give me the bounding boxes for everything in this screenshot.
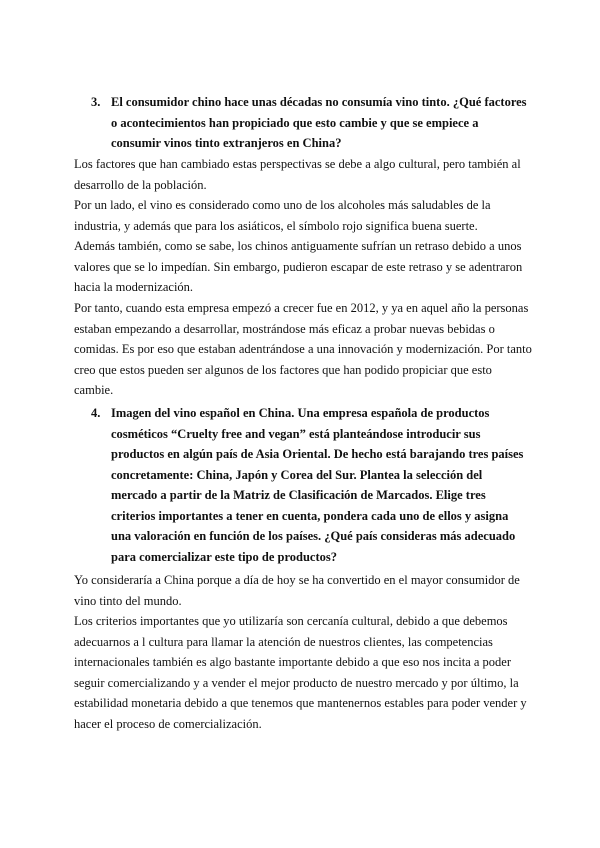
question-3 — [91, 92, 531, 154]
answer-paragraph: Los factores que han cambiado estas perspectivas se debe a algo cultural, pero también al desarrollo de la población. — [74, 157, 521, 192]
question-number: 3. — [91, 95, 101, 109]
question-text: El consumidor chino hace unas décadas no consumía vino tinto. ¿Qué factores o acontecimientos han propiciado que esto cambie y que se empiece a consumir vinos tinto extranjeros en China? — [111, 95, 527, 150]
answer-paragraph: Por un lado, el vino es considerado como uno de los alcoholes más saludables de la industria, y además que para los asiáticos, el símbolo rojo significa buena suerte. — [74, 198, 491, 233]
question-4 — [91, 403, 531, 567]
answer-paragraph: Yo consideraría a China porque a día de hoy se ha convertido en el mayor consumidor de vino tinto del mundo. — [74, 573, 520, 608]
answer-paragraph: Además también, como se sabe, los chinos antiguamente sufrían un retraso debido a unos valores que se lo impedían. Sin embargo, pudieron escapar de este retraso y se adentraron hacia la modernización. — [74, 239, 523, 294]
question-text: Imagen del vino español en China. Una empresa española de productos cosméticos “Cruelty free and vegan” está planteándose introducir sus productos en algún país de Asia Oriental. De hecho está barajando tres países concretamente: China, Japón y Corea del Sur. Plantea la selección del mercado a partir de la Matriz de Clasificación de Marcados. Elige tres criterios importantes a tener en cuenta, pondera cada uno de ellos y asigna una valoración en función de los países. ¿Qué país consideras más adecuado para comercializar este tipo de productos? — [111, 406, 524, 564]
question-number: 4. — [91, 406, 101, 420]
answer-paragraph: Por tanto, cuando esta empresa empezó a crecer fue en 2012, y ya en aquel año la personas estaban empezando a desarrollar, mostrándose más eficaz a probar nuevas bebidas o comidas. Es por eso que estaban adentrándose a una innovación y modernización. Por tanto creo que estos pueden ser algunos de los factores que han podido propiciar que esto cambie. — [74, 301, 532, 397]
answer-paragraph: Los criterios importantes que yo utilizaría son cercanía cultural, debido a que debemos adecuarnos a l cultura para llamar la atención de nuestros clientes, las competencias internacionales también es algo bastante importante debido a que eso nos incita a poder seguir comercializando y a vender el mejor producto de nuestro mercado y por último, la estabilidad monetaria debido a que tenemos que mantenernos estables para poder vender y hacer el proceso de comercialización. — [74, 614, 527, 731]
